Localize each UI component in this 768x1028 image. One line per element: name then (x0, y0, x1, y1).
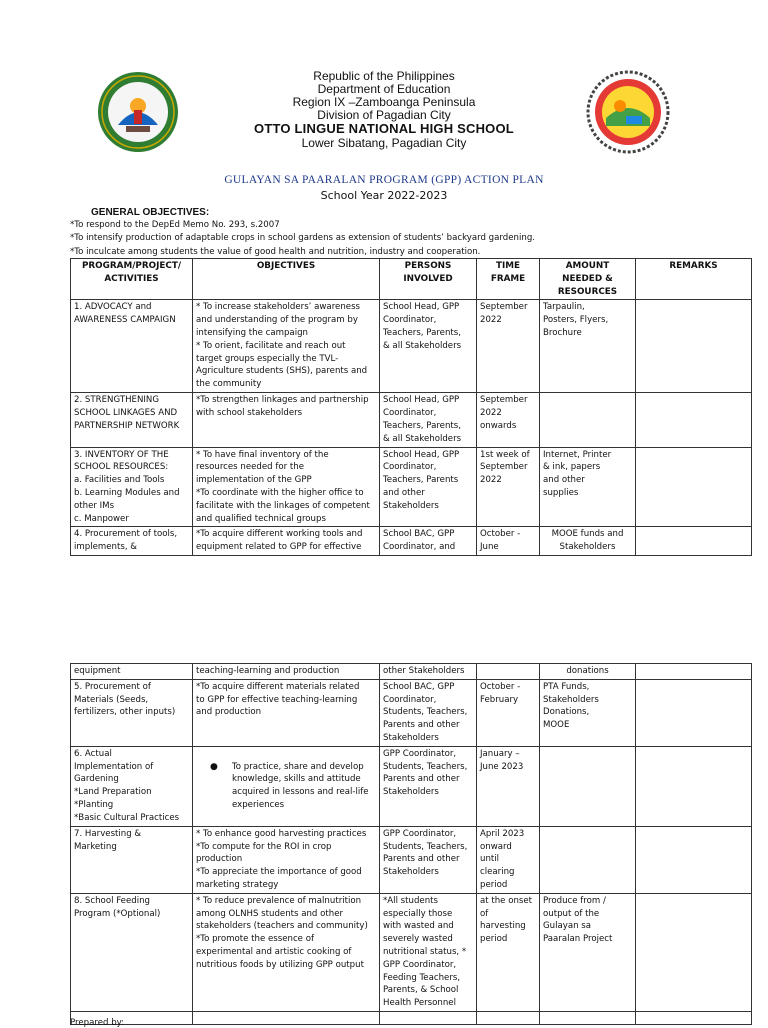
cell: October - February (477, 679, 540, 746)
cell: School Head, GPP Coordinator, Teachers, Parents, & all Stakeholders (380, 393, 477, 447)
cell: *To acquire different working tools and equipment related to GPP for effective (193, 527, 380, 556)
cell: *To strengthen linkages and partnership with school stakeholders (193, 393, 380, 447)
cell (636, 664, 752, 680)
cell: October - June (477, 527, 540, 556)
cell (636, 1011, 752, 1024)
cell: January – June 2023 (477, 746, 540, 826)
table-row (71, 746, 752, 826)
col-header-program: PROGRAM/PROJECT/ ACTIVITIES (71, 259, 193, 300)
cell (636, 393, 752, 447)
cell: 2. STRENGTHENING SCHOOL LINKAGES AND PARTNERSHIP NETWORK (71, 393, 193, 447)
cell (477, 1011, 540, 1024)
action-plan-table-part1 (70, 258, 752, 556)
cell: teaching-learning and production (193, 664, 380, 680)
table-row (71, 826, 752, 893)
cell (540, 826, 636, 893)
cell: School BAC, GPP Coordinator, Students, Teachers, Parents and other Stakeholders (380, 679, 477, 746)
cell: 1st week of September 2022 (477, 447, 540, 527)
header-line-division: Division of Pagadian City (317, 108, 451, 122)
header-line-republic: Republic of the Philippines (313, 69, 455, 83)
table-row (71, 893, 752, 1011)
cell: 6. Actual Implementation of Gardening *Land Preparation *Planting *Basic Cultural Practices (71, 746, 193, 826)
cell (636, 300, 752, 393)
cell: * To have final inventory of the resources needed for the implementation of the GPP *To coordinate with the higher office to facilitate with the linkages of competent and qualified technical groups (193, 447, 380, 527)
cell: GPP Coordinator, Students, Teachers, Parents and other Stakeholders (380, 826, 477, 893)
prepared-by-label: Prepared by: (70, 1018, 125, 1028)
cell (636, 527, 752, 556)
cell: Produce from / output of the Gulayan sa Paaralan Project (540, 893, 636, 1011)
table-header-row (71, 259, 752, 300)
cell (477, 664, 540, 680)
table-row (71, 664, 752, 680)
cell: School Head, GPP Coordinator, Teachers, Parents and other Stakeholders (380, 447, 477, 527)
objective-item: *To respond to the DepEd Memo No. 293, s.2007 (70, 220, 280, 230)
header-line-region: Region IX –Zamboanga Peninsula (292, 95, 476, 109)
cell: * To reduce prevalence of malnutrition among OLNHS students and other stakeholders (teachers and community) *To promote the essence of experimental and artistic cooking of nutritious foods by utilizing GPP output (193, 893, 380, 1011)
table-row (71, 527, 752, 556)
cell (193, 746, 380, 826)
cell: 8. School Feeding Program (*Optional) (71, 893, 193, 1011)
bullet-item (196, 761, 376, 812)
cell: GPP Coordinator, Students, Teachers, Parents and other Stakeholders (380, 746, 477, 826)
cell: *To acquire different materials related to GPP for effective teaching-learning and production (193, 679, 380, 746)
cell: Tarpaulin, Posters, Flyers, Brochure (540, 300, 636, 393)
cell: MOOE funds and Stakeholders (540, 527, 636, 556)
col-header-remarks: REMARKS (636, 259, 752, 300)
objectives-heading: GENERAL OBJECTIVES: (91, 207, 210, 218)
cell (380, 1011, 477, 1024)
cell (636, 826, 752, 893)
cell: * To increase stakeholders’ awareness and understanding of the program by intensifying the campaign * To orient, facilitate and reach out target groups especially the TVL- Agriculture students (SHS), parents and the community (193, 300, 380, 393)
cell: other Stakeholders (380, 664, 477, 680)
cell: School Head, GPP Coordinator, Teachers, Parents, & all Stakeholders (380, 300, 477, 393)
cell: equipment (71, 664, 193, 680)
cell (636, 746, 752, 826)
table-row (71, 679, 752, 746)
cell: * To enhance good harvesting practices *To compute for the ROI in crop production *To appreciate the importance of good marketing strategy (193, 826, 380, 893)
cell: *All students especially those with wasted and severely wasted nutritional status, * GPP Coordinator, Feeding Teachers, Parents, & School Health Personnel (380, 893, 477, 1011)
cell: at the onset of harvesting period (477, 893, 540, 1011)
cell (193, 1011, 380, 1024)
bullet-text: To practice, share and develop knowledge, skills and attitude acquired in lessons and real-life experiences (232, 761, 369, 810)
cell: September 2022 onwards (477, 393, 540, 447)
cell (636, 893, 752, 1011)
header-line-department: Department of Education (317, 82, 451, 96)
col-header-amount: AMOUNT NEEDED & RESOURCES (540, 259, 636, 300)
cell (540, 393, 636, 447)
cell (540, 746, 636, 826)
cell: PTA Funds, Stakeholders Donations, MOOE (540, 679, 636, 746)
table-row (71, 300, 752, 393)
cell (540, 1011, 636, 1024)
action-plan-table-part2 (70, 663, 752, 1025)
cell: 4. Procurement of tools, implements, & (71, 527, 193, 556)
cell: April 2023 onward until clearing period (477, 826, 540, 893)
cell (636, 447, 752, 527)
objective-item: *To inculcate among students the value of good health and nutrition, industry and cooperation. (70, 246, 481, 257)
cell: donations (540, 664, 636, 680)
cell: 7. Harvesting & Marketing (71, 826, 193, 893)
cell: School BAC, GPP Coordinator, and (380, 527, 477, 556)
col-header-objectives: OBJECTIVES (193, 259, 380, 300)
cell: 3. INVENTORY OF THE SCHOOL RESOURCES: a. Facilities and Tools b. Learning Modules and other IMs c. Manpower (71, 447, 193, 527)
table-row (71, 393, 752, 447)
school-name: OTTO LINGUE NATIONAL HIGH SCHOOL (254, 121, 514, 136)
col-header-persons: PERSONS INVOLVED (380, 259, 477, 300)
cell (636, 679, 752, 746)
cell: 1. ADVOCACY and AWARENESS CAMPAIGN (71, 300, 193, 393)
col-header-time: TIME FRAME (477, 259, 540, 300)
school-address: Lower Sibatang, Pagadian City (301, 136, 467, 150)
objective-item: *To intensify production of adaptable crops in school gardens as extension of students’ backyard gardening. (70, 233, 536, 244)
cell: Internet, Printer & ink, papers and other supplies (540, 447, 636, 527)
cell: 5. Procurement of Materials (Seeds, fertilizers, other inputs) (71, 679, 193, 746)
table-row (71, 1011, 752, 1024)
cell: September 2022 (477, 300, 540, 393)
school-year: School Year 2022-2023 (320, 189, 448, 202)
bullet-icon: ● (210, 761, 218, 772)
plan-title: GULAYAN SA PAARALAN PROGRAM (GPP) ACTION PLAN (224, 174, 544, 186)
table-row (71, 447, 752, 527)
objectives-list (70, 219, 760, 259)
